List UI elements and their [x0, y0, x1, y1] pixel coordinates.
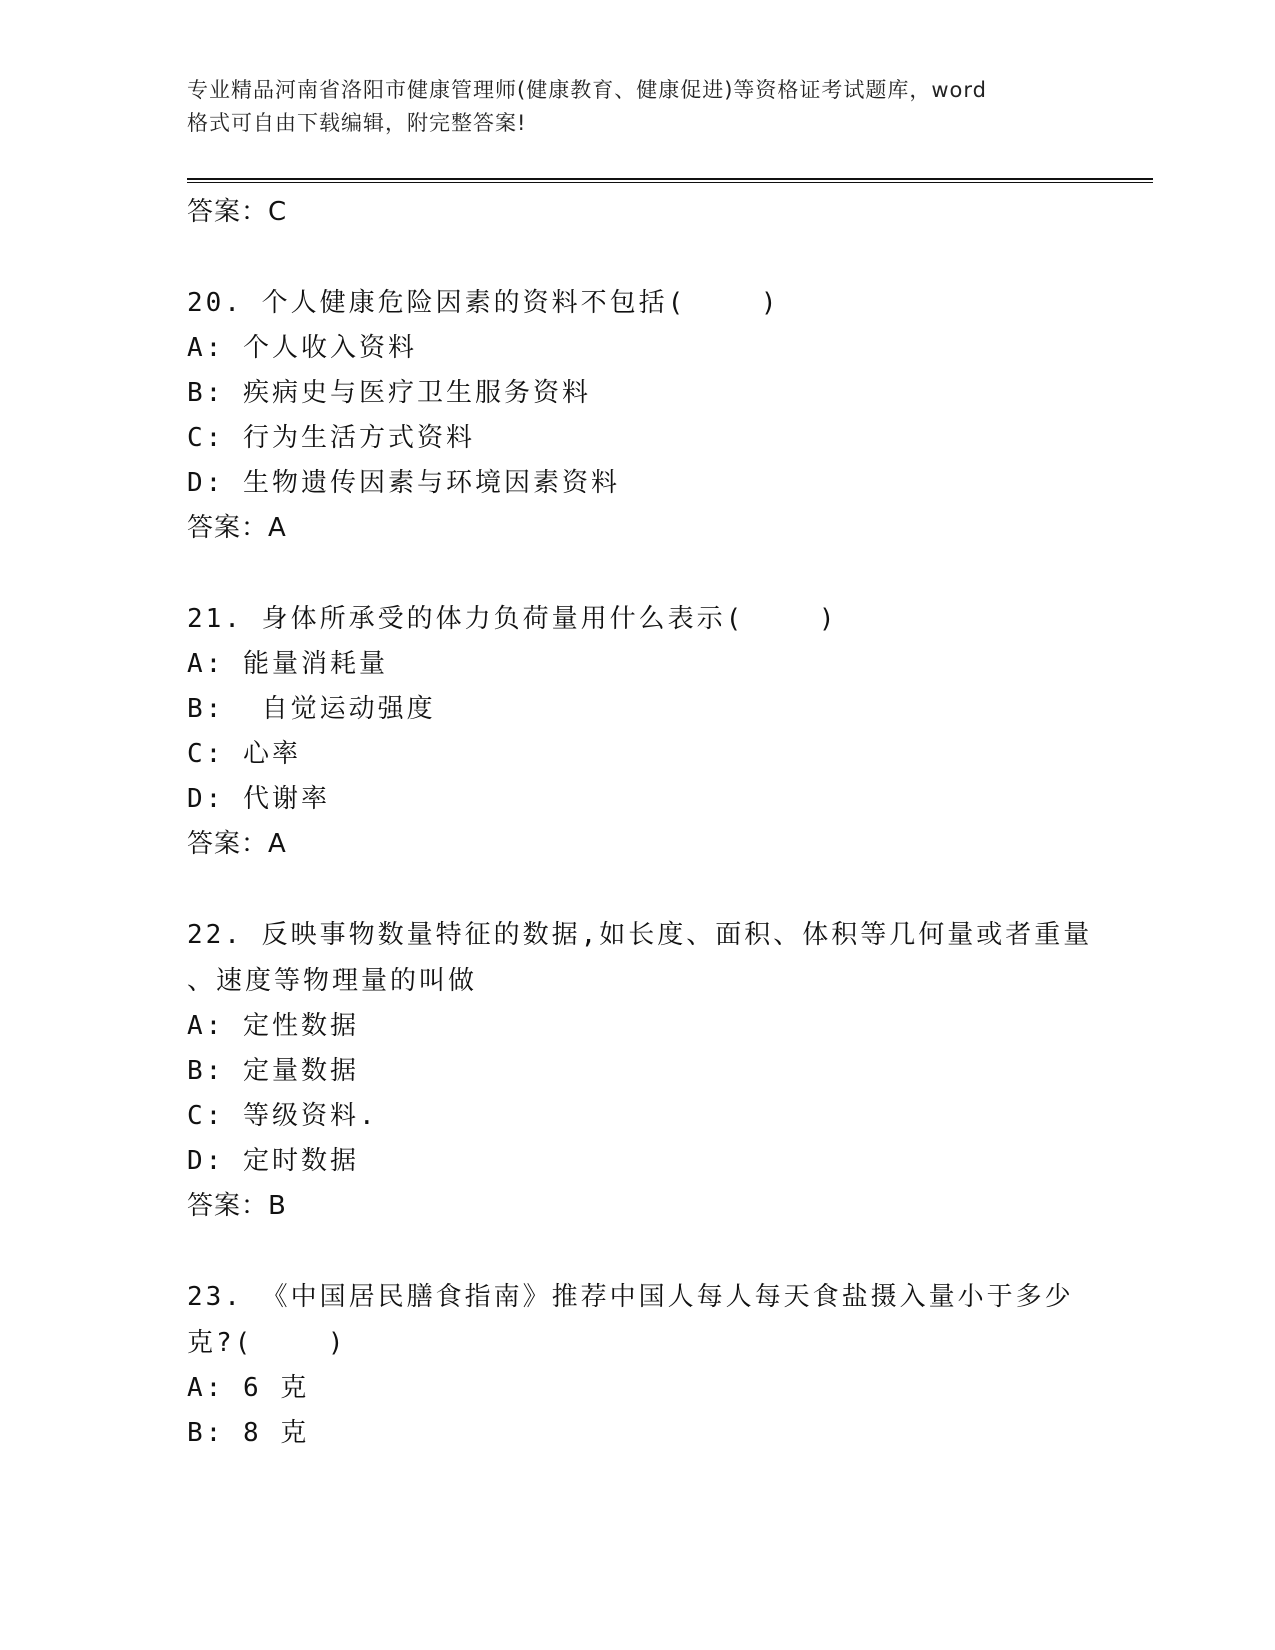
page-header: [187, 74, 1087, 140]
option-b: B: 定量数据: [187, 1056, 359, 1086]
answer-line: 答案：B: [187, 1191, 287, 1221]
option-a: A: 定性数据: [187, 1011, 359, 1041]
question-text: 21. 身体所承受的体力负荷量用什么表示( ): [187, 604, 838, 634]
question-20: [187, 280, 1087, 550]
option-d: D: 生物遗传因素与环境因素资料: [187, 468, 620, 498]
answer-line: 答案：A: [187, 513, 287, 543]
option-b: B: 8 克: [187, 1418, 310, 1448]
header-line-1: 专业精品河南省洛阳市健康管理师(健康教育、健康促进)等资格证考试题库，word: [187, 78, 988, 102]
option-a: A: 能量消耗量: [187, 649, 388, 679]
question-text-continued: 、速度等物理量的叫做: [187, 966, 478, 996]
header-divider: [187, 178, 1153, 183]
option-d: D: 定时数据: [187, 1146, 359, 1176]
question-text: 22. 反映事物数量特征的数据,如长度、面积、体积等几何量或者重量: [187, 920, 1093, 950]
answer-line: 答案：A: [187, 829, 287, 859]
option-c: C: 心率: [187, 739, 301, 769]
option-a: A: 个人收入资料: [187, 333, 417, 363]
question-21: [187, 596, 1087, 866]
answer-line: 答案：C: [187, 197, 288, 227]
option-b: B: 疾病史与医疗卫生服务资料: [187, 378, 591, 408]
question-list: [187, 190, 1093, 1456]
option-b: B: 自觉运动强度: [187, 694, 436, 724]
option-a: A: 6 克: [187, 1373, 310, 1403]
question-text: 23. 《中国居民膳食指南》推荐中国人每人每天食盐摄入量小于多少: [187, 1282, 1074, 1312]
question-text-continued: 克?( ): [187, 1328, 347, 1358]
option-c: C: 行为生活方式资料: [187, 423, 475, 453]
option-c: C: 等级资料.: [187, 1101, 378, 1131]
header-line-2: 格式可自由下载编辑，附完整答案!: [187, 111, 527, 135]
question-22: [187, 912, 1093, 1228]
option-d: D: 代谢率: [187, 784, 330, 814]
question-text: 20. 个人健康危险因素的资料不包括( ): [187, 288, 780, 318]
question-23: [187, 1274, 1087, 1456]
